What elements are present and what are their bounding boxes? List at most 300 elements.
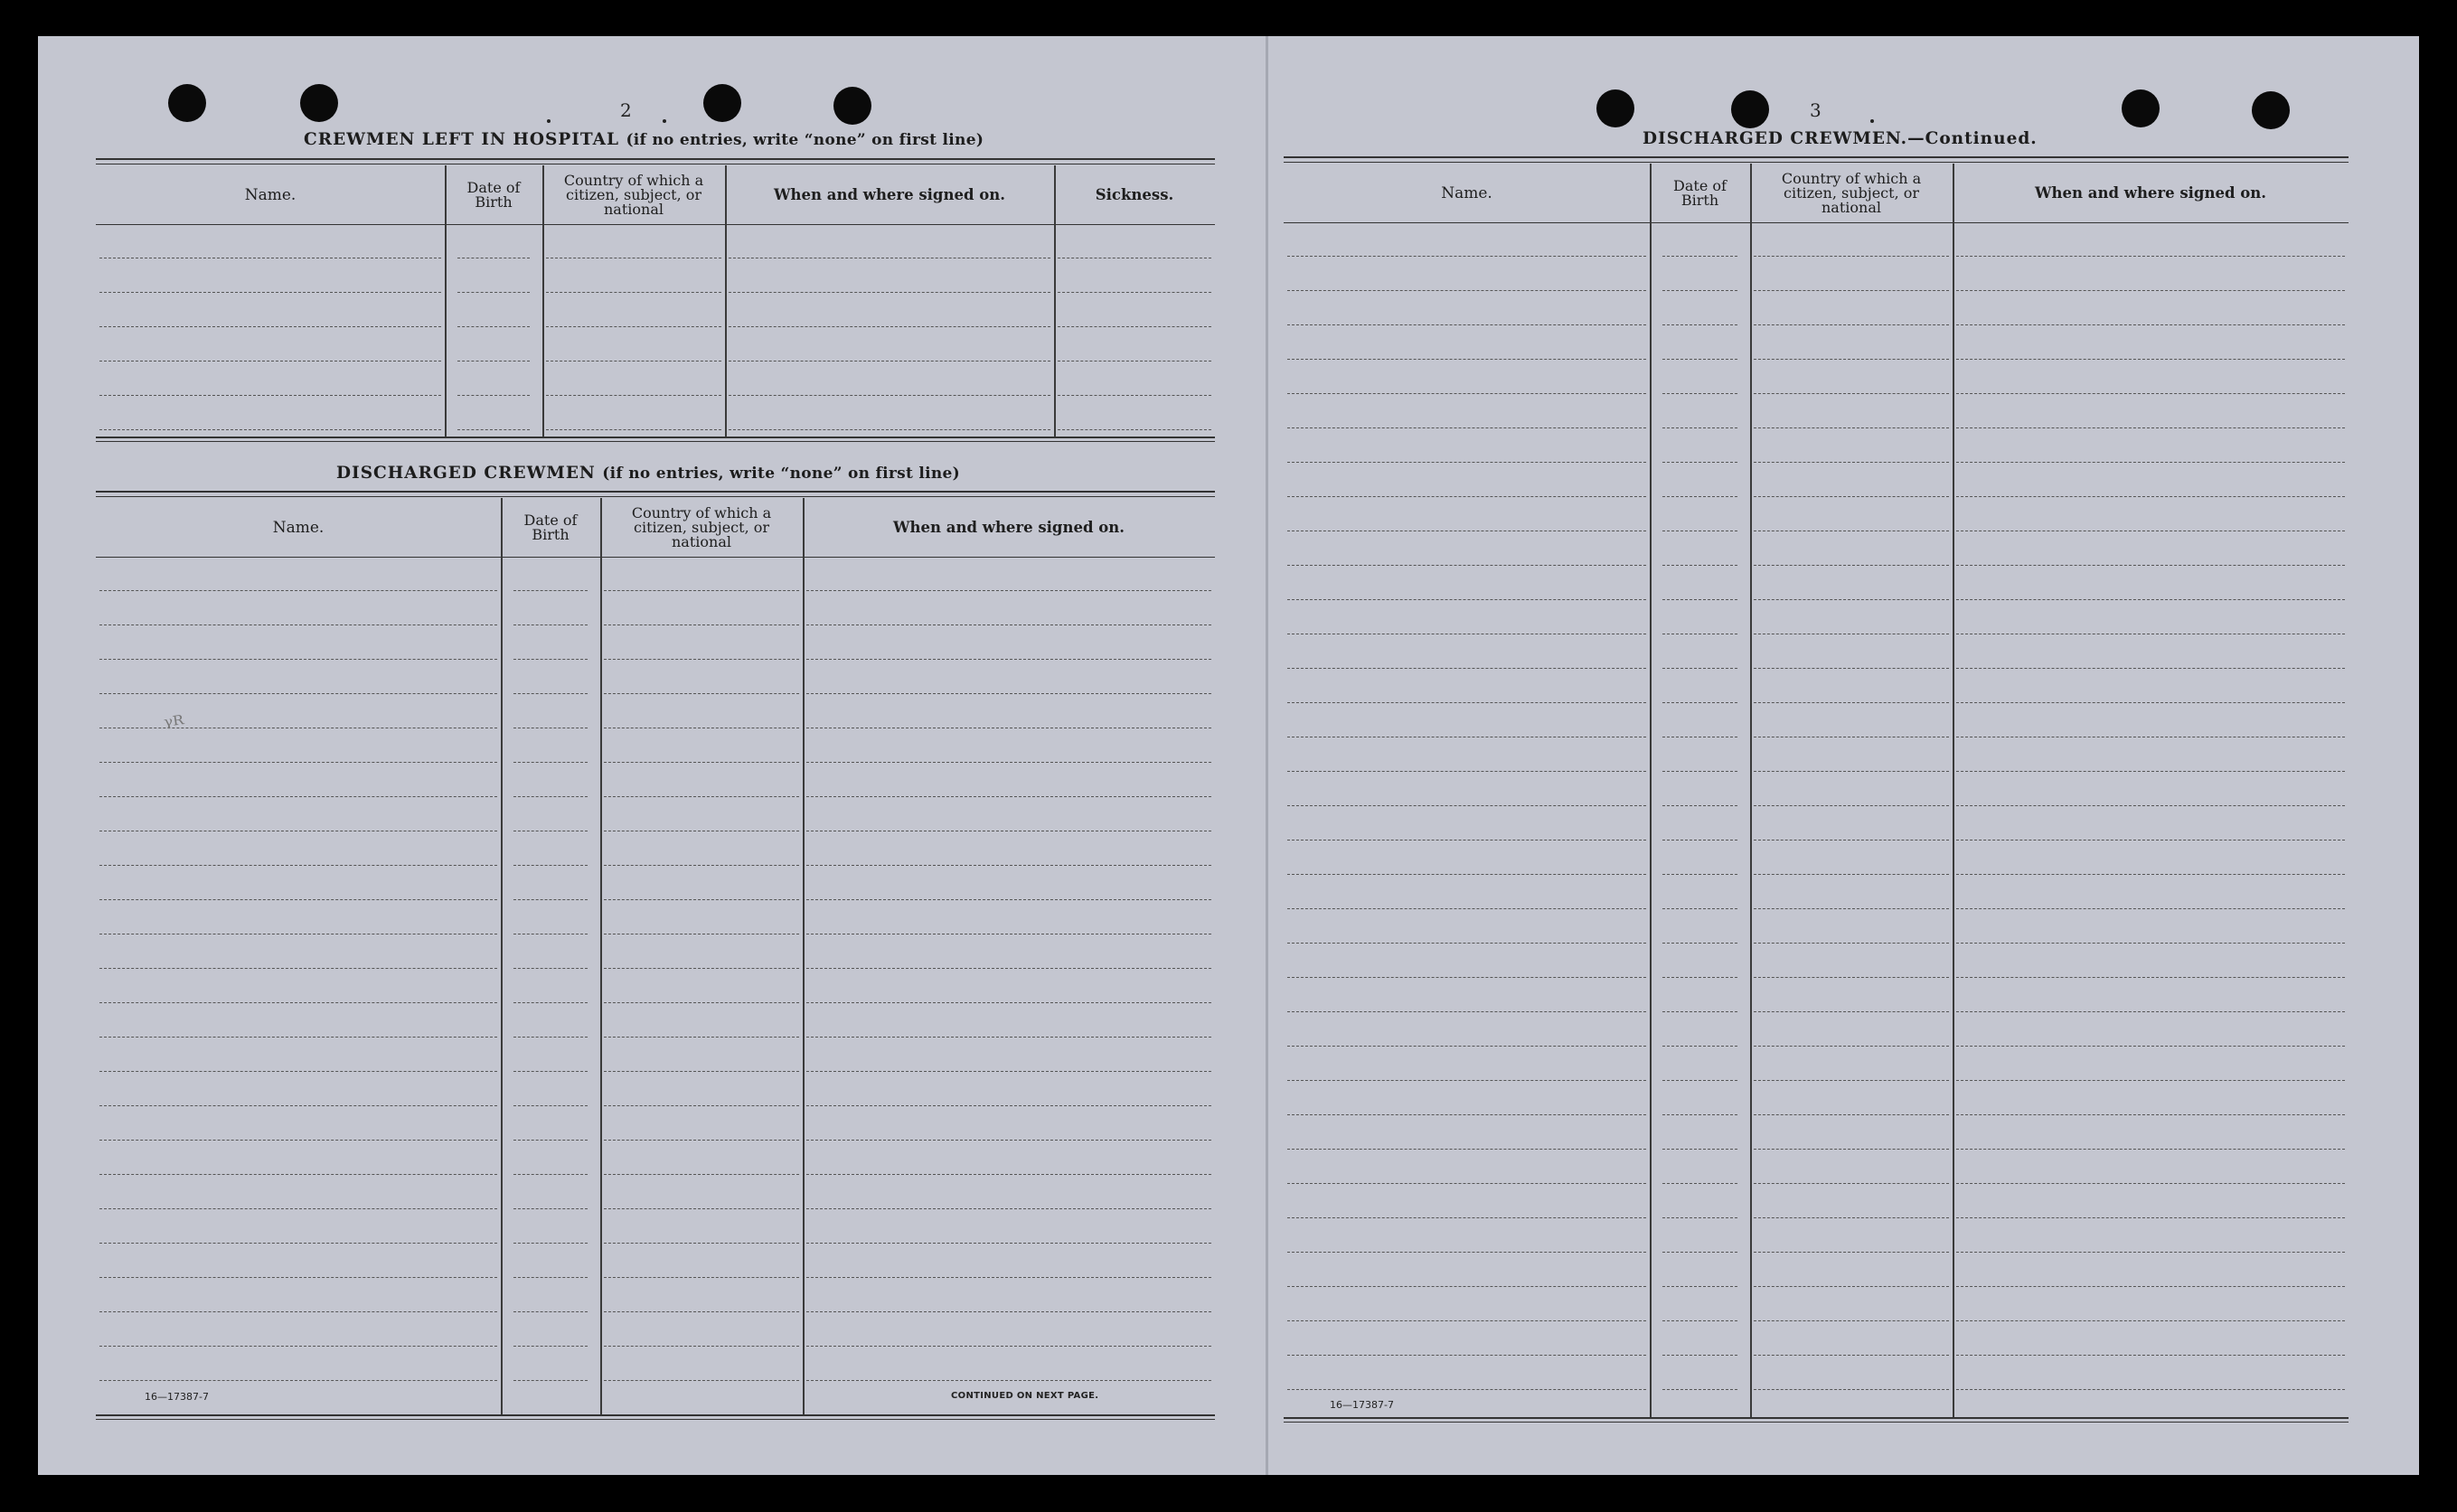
- entry-line[interactable]: [1754, 1080, 1949, 1081]
- entry-line[interactable]: [806, 1311, 1211, 1312]
- entry-line[interactable]: [513, 1002, 588, 1003]
- entry-line[interactable]: [1287, 599, 1646, 600]
- entry-line[interactable]: [1956, 1114, 2345, 1115]
- entry-line[interactable]: [1956, 1389, 2345, 1390]
- entry-line[interactable]: [1662, 1286, 1737, 1287]
- entry-line[interactable]: [604, 899, 799, 900]
- entry-line[interactable]: [99, 1311, 497, 1312]
- entry-line[interactable]: [546, 395, 721, 396]
- table-row[interactable]: [96, 659, 1215, 660]
- entry-line[interactable]: [513, 659, 588, 660]
- pencil-mark: ᵞᴿ: [163, 710, 187, 741]
- entry-line[interactable]: [1058, 429, 1211, 430]
- entry-line[interactable]: [1956, 1320, 2345, 1321]
- entry-line[interactable]: [1662, 427, 1737, 428]
- entry-line[interactable]: [1662, 771, 1737, 772]
- page-number: 2: [620, 99, 632, 121]
- entry-line[interactable]: [1956, 496, 2345, 497]
- entry-line[interactable]: [806, 1380, 1211, 1381]
- form-code: 16—17387-7: [145, 1391, 209, 1403]
- entry-line[interactable]: [1662, 599, 1737, 600]
- entry-line[interactable]: [1287, 393, 1646, 394]
- entry-line[interactable]: [457, 326, 530, 327]
- entry-line[interactable]: [729, 361, 1050, 362]
- table-row[interactable]: [1284, 1286, 2349, 1287]
- entry-line[interactable]: [604, 1380, 799, 1381]
- table-row[interactable]: [96, 1105, 1215, 1106]
- table-row[interactable]: [96, 1243, 1215, 1244]
- entry-line[interactable]: [1754, 1320, 1949, 1321]
- table-row[interactable]: [96, 693, 1215, 694]
- entry-line[interactable]: [729, 292, 1050, 293]
- discharged-section-title: [336, 464, 960, 483]
- entry-line[interactable]: [513, 1346, 588, 1347]
- table-row[interactable]: [1284, 393, 2349, 394]
- entry-line[interactable]: [1287, 1114, 1646, 1115]
- entry-line[interactable]: [1662, 496, 1737, 497]
- entry-line[interactable]: [1662, 1011, 1737, 1012]
- entry-line[interactable]: [513, 865, 588, 866]
- entry-line[interactable]: [457, 395, 530, 396]
- entry-line[interactable]: [1287, 290, 1646, 291]
- entry-line[interactable]: [1287, 771, 1646, 772]
- column-divider: [725, 165, 727, 438]
- entry-line[interactable]: [806, 1277, 1211, 1278]
- entry-line[interactable]: [1662, 1320, 1737, 1321]
- entry-line[interactable]: [1058, 326, 1211, 327]
- entry-line[interactable]: [1956, 908, 2345, 909]
- entry-line[interactable]: [1287, 1320, 1646, 1321]
- table-row[interactable]: [96, 1346, 1215, 1347]
- table-row[interactable]: [1284, 977, 2349, 978]
- entry-line[interactable]: [546, 429, 721, 430]
- table-row[interactable]: [1284, 908, 2349, 909]
- entry-line[interactable]: [1956, 977, 2345, 978]
- entry-line[interactable]: [1956, 290, 2345, 291]
- table-row[interactable]: [96, 796, 1215, 797]
- entry-line[interactable]: [513, 1105, 588, 1106]
- entry-line[interactable]: [604, 796, 799, 797]
- table-row[interactable]: [96, 1140, 1215, 1141]
- entry-line[interactable]: [1662, 668, 1737, 669]
- entry-line[interactable]: [1754, 496, 1949, 497]
- table-header: [96, 498, 1215, 558]
- entry-line[interactable]: [1058, 361, 1211, 362]
- entry-line[interactable]: [1662, 1046, 1737, 1047]
- entry-line[interactable]: [806, 1105, 1211, 1106]
- entry-line[interactable]: [1956, 1252, 2345, 1253]
- entry-line[interactable]: [99, 292, 441, 293]
- entry-line[interactable]: [99, 968, 497, 969]
- entry-line[interactable]: [1287, 565, 1646, 566]
- entry-line[interactable]: [1956, 1286, 2345, 1287]
- entry-line[interactable]: [99, 796, 497, 797]
- entry-line[interactable]: [1754, 1046, 1949, 1047]
- table-row[interactable]: [1284, 256, 2349, 257]
- entry-line[interactable]: [99, 1174, 497, 1175]
- entry-line[interactable]: [1956, 1355, 2345, 1356]
- entry-line[interactable]: [99, 693, 497, 694]
- table-row[interactable]: [1284, 668, 2349, 669]
- table-row[interactable]: [96, 1311, 1215, 1312]
- entry-line[interactable]: [1662, 977, 1737, 978]
- entry-line[interactable]: [1662, 290, 1737, 291]
- entry-line[interactable]: [1287, 462, 1646, 463]
- column-header: When and where signed on.: [774, 185, 1005, 203]
- entry-line[interactable]: [1754, 324, 1949, 325]
- entry-line[interactable]: [1956, 1183, 2345, 1184]
- entry-line[interactable]: [1662, 1149, 1737, 1150]
- entry-line[interactable]: [513, 693, 588, 694]
- entry-line[interactable]: [604, 1105, 799, 1106]
- table-row[interactable]: [96, 1174, 1215, 1175]
- table-row[interactable]: [96, 1208, 1215, 1209]
- entry-line[interactable]: [1662, 1389, 1737, 1390]
- entry-line[interactable]: [1662, 359, 1737, 360]
- entry-line[interactable]: [1287, 496, 1646, 497]
- entry-line[interactable]: [1754, 1286, 1949, 1287]
- entry-line[interactable]: [1754, 393, 1949, 394]
- table-row[interactable]: [96, 1071, 1215, 1072]
- entry-line[interactable]: [1956, 324, 2345, 325]
- entry-line[interactable]: [1956, 565, 2345, 566]
- table-row[interactable]: [96, 326, 1215, 327]
- entry-line[interactable]: [1662, 256, 1737, 257]
- entry-line[interactable]: [1754, 805, 1949, 806]
- entry-line[interactable]: [546, 361, 721, 362]
- table-bottom-rule: [1284, 1417, 2349, 1419]
- entry-line[interactable]: [1662, 840, 1737, 841]
- entry-line[interactable]: [806, 1243, 1211, 1244]
- entry-line[interactable]: [99, 1037, 497, 1038]
- entry-line[interactable]: [1662, 565, 1737, 566]
- entry-line[interactable]: [1662, 1252, 1737, 1253]
- entry-line[interactable]: [604, 693, 799, 694]
- table-row[interactable]: [1284, 427, 2349, 428]
- entry-line[interactable]: [99, 762, 497, 763]
- entry-line[interactable]: [1287, 427, 1646, 428]
- entry-line[interactable]: [1754, 256, 1949, 257]
- entry-line[interactable]: [513, 968, 588, 969]
- entry-line[interactable]: [604, 1346, 799, 1347]
- entry-line[interactable]: [806, 865, 1211, 866]
- continued-table: [1284, 156, 2349, 1424]
- entry-line[interactable]: [1287, 943, 1646, 944]
- entry-line[interactable]: [513, 796, 588, 797]
- entry-line[interactable]: [1754, 565, 1949, 566]
- entry-line[interactable]: [1287, 668, 1646, 669]
- entry-line[interactable]: [513, 1037, 588, 1038]
- entry-line[interactable]: [1058, 292, 1211, 293]
- entry-line[interactable]: [1662, 393, 1737, 394]
- entry-line[interactable]: [729, 326, 1050, 327]
- table-row[interactable]: [1284, 1080, 2349, 1081]
- entry-line[interactable]: [1662, 1114, 1737, 1115]
- entry-line[interactable]: [99, 1277, 497, 1278]
- table-row[interactable]: [1284, 840, 2349, 841]
- entry-line[interactable]: [1754, 462, 1949, 463]
- entry-line[interactable]: [1956, 771, 2345, 772]
- entry-line[interactable]: [1754, 908, 1949, 909]
- table-row[interactable]: [96, 1380, 1215, 1381]
- entry-line[interactable]: [806, 1346, 1211, 1347]
- entry-line[interactable]: [1956, 874, 2345, 875]
- entry-line[interactable]: [1754, 1149, 1949, 1150]
- entry-line[interactable]: [1754, 1114, 1949, 1115]
- entry-line[interactable]: [1956, 1080, 2345, 1081]
- entry-line[interactable]: [1287, 1252, 1646, 1253]
- table-row[interactable]: [1284, 290, 2349, 291]
- entry-line[interactable]: [1287, 874, 1646, 875]
- entry-line[interactable]: [1956, 599, 2345, 600]
- column-header: Name.: [1441, 183, 1492, 202]
- table-row[interactable]: [1284, 1114, 2349, 1115]
- entry-line[interactable]: [1287, 1355, 1646, 1356]
- table-row[interactable]: [1284, 599, 2349, 600]
- entry-line[interactable]: [513, 1311, 588, 1312]
- entry-line[interactable]: [1287, 256, 1646, 257]
- entry-line[interactable]: [806, 659, 1211, 660]
- entry-line[interactable]: [806, 762, 1211, 763]
- entry-line[interactable]: [513, 1208, 588, 1209]
- entry-line[interactable]: [1662, 874, 1737, 875]
- entry-line[interactable]: [1662, 943, 1737, 944]
- entry-line[interactable]: [1754, 1355, 1949, 1356]
- entry-line[interactable]: [99, 865, 497, 866]
- table-row[interactable]: [96, 361, 1215, 362]
- entry-line[interactable]: [806, 1208, 1211, 1209]
- entry-line[interactable]: [604, 1311, 799, 1312]
- table-row[interactable]: [1284, 1389, 2349, 1390]
- entry-line[interactable]: [457, 361, 530, 362]
- entry-line[interactable]: [604, 1243, 799, 1244]
- entry-line[interactable]: [1662, 324, 1737, 325]
- entry-line[interactable]: [1956, 256, 2345, 257]
- entry-line[interactable]: [604, 1208, 799, 1209]
- entry-line[interactable]: [604, 1071, 799, 1072]
- entry-line[interactable]: [1754, 1011, 1949, 1012]
- entry-line[interactable]: [1058, 395, 1211, 396]
- table-row[interactable]: [1284, 1252, 2349, 1253]
- column-divider: [1953, 164, 1954, 1419]
- table-row[interactable]: [1284, 1011, 2349, 1012]
- entry-line[interactable]: [1754, 840, 1949, 841]
- entry-line[interactable]: [604, 1140, 799, 1141]
- table-row[interactable]: [96, 590, 1215, 591]
- entry-line[interactable]: [806, 1071, 1211, 1072]
- table-row[interactable]: [1284, 1183, 2349, 1184]
- entry-line[interactable]: [1662, 908, 1737, 909]
- table-row[interactable]: [1284, 874, 2349, 875]
- entry-line[interactable]: [1287, 840, 1646, 841]
- table-row[interactable]: [1284, 359, 2349, 360]
- entry-line[interactable]: [1754, 943, 1949, 944]
- entry-line[interactable]: [806, 1140, 1211, 1141]
- table-row[interactable]: [1284, 565, 2349, 566]
- entry-line[interactable]: [1287, 1217, 1646, 1218]
- table-row[interactable]: [1284, 1320, 2349, 1321]
- entry-line[interactable]: [513, 1071, 588, 1072]
- table-row[interactable]: [96, 968, 1215, 969]
- table-row[interactable]: [96, 762, 1215, 763]
- entry-line[interactable]: [1754, 1389, 1949, 1390]
- entry-line[interactable]: [1754, 359, 1949, 360]
- entry-line[interactable]: [1956, 462, 2345, 463]
- entry-line[interactable]: [1956, 1149, 2345, 1150]
- entry-line[interactable]: [513, 899, 588, 900]
- entry-line[interactable]: [729, 395, 1050, 396]
- entry-line[interactable]: [99, 1105, 497, 1106]
- entry-line[interactable]: [99, 1243, 497, 1244]
- entry-line[interactable]: [457, 292, 530, 293]
- table-row[interactable]: [96, 429, 1215, 430]
- entry-line[interactable]: [1754, 290, 1949, 291]
- entry-line[interactable]: [1662, 462, 1737, 463]
- entry-line[interactable]: [1287, 1046, 1646, 1047]
- entry-line[interactable]: [806, 1037, 1211, 1038]
- entry-line[interactable]: [1754, 977, 1949, 978]
- table-row[interactable]: [96, 1037, 1215, 1038]
- entry-line[interactable]: [604, 865, 799, 866]
- entry-line[interactable]: [604, 1002, 799, 1003]
- entry-line[interactable]: [1754, 702, 1949, 703]
- table-row[interactable]: [1284, 462, 2349, 463]
- table-row[interactable]: [1284, 943, 2349, 944]
- entry-line[interactable]: [513, 590, 588, 591]
- entry-line[interactable]: [1287, 977, 1646, 978]
- entry-line[interactable]: [1287, 359, 1646, 360]
- entry-line[interactable]: [1287, 324, 1646, 325]
- entry-line[interactable]: [99, 395, 441, 396]
- entry-line[interactable]: [1754, 427, 1949, 428]
- table-row[interactable]: [1284, 771, 2349, 772]
- entry-line[interactable]: [1754, 1217, 1949, 1218]
- entry-line[interactable]: [1287, 1389, 1646, 1390]
- entry-line[interactable]: [99, 361, 441, 362]
- entry-line[interactable]: [604, 762, 799, 763]
- entry-line[interactable]: [1662, 805, 1737, 806]
- entry-line[interactable]: [1287, 1149, 1646, 1150]
- table-row[interactable]: [96, 899, 1215, 900]
- entry-line[interactable]: [1754, 874, 1949, 875]
- entry-line[interactable]: [1287, 908, 1646, 909]
- entry-line[interactable]: [513, 762, 588, 763]
- entry-line[interactable]: [99, 326, 441, 327]
- entry-line[interactable]: [1754, 1183, 1949, 1184]
- entry-line[interactable]: [546, 326, 721, 327]
- entry-line[interactable]: [604, 590, 799, 591]
- entry-line[interactable]: [806, 590, 1211, 591]
- table-row[interactable]: [96, 1002, 1215, 1003]
- entry-line[interactable]: [99, 1002, 497, 1003]
- form-code: 16—17387-7: [1330, 1399, 1394, 1411]
- entry-line[interactable]: [513, 1277, 588, 1278]
- entry-line[interactable]: [1662, 1183, 1737, 1184]
- table-row[interactable]: [96, 865, 1215, 866]
- column-divider: [803, 498, 805, 1416]
- entry-line[interactable]: [806, 899, 1211, 900]
- entry-line[interactable]: [99, 429, 441, 430]
- entry-line[interactable]: [99, 1208, 497, 1209]
- entry-line[interactable]: [1754, 771, 1949, 772]
- entry-line[interactable]: [546, 292, 721, 293]
- entry-line[interactable]: [1956, 702, 2345, 703]
- entry-line[interactable]: [806, 1002, 1211, 1003]
- right-page: [1268, 36, 2419, 1475]
- entry-line[interactable]: [1662, 1355, 1737, 1356]
- table-row[interactable]: [96, 292, 1215, 293]
- entry-line[interactable]: [1287, 702, 1646, 703]
- entry-line[interactable]: [1287, 1286, 1646, 1287]
- entry-line[interactable]: [604, 1277, 799, 1278]
- entry-line[interactable]: [1956, 805, 2345, 806]
- entry-line[interactable]: [1287, 1011, 1646, 1012]
- entry-line[interactable]: [99, 1140, 497, 1141]
- entry-line[interactable]: [99, 899, 497, 900]
- entry-line[interactable]: [1956, 359, 2345, 360]
- table-row[interactable]: [1284, 702, 2349, 703]
- entry-line[interactable]: [1287, 1080, 1646, 1081]
- entry-line[interactable]: [604, 659, 799, 660]
- entry-line[interactable]: [457, 429, 530, 430]
- entry-line[interactable]: [99, 1071, 497, 1072]
- entry-line[interactable]: [513, 1174, 588, 1175]
- entry-line[interactable]: [1754, 668, 1949, 669]
- table-row[interactable]: [1284, 1149, 2349, 1150]
- table-row[interactable]: [1284, 496, 2349, 497]
- entry-line[interactable]: [1956, 1217, 2345, 1218]
- entry-line[interactable]: [513, 1140, 588, 1141]
- entry-line[interactable]: [1956, 840, 2345, 841]
- entry-line[interactable]: [1754, 599, 1949, 600]
- entry-line[interactable]: [604, 1174, 799, 1175]
- entry-line[interactable]: [1956, 1046, 2345, 1047]
- entry-line[interactable]: [604, 1037, 799, 1038]
- entry-line[interactable]: [1662, 1217, 1737, 1218]
- entry-line[interactable]: [99, 590, 497, 591]
- entry-line[interactable]: [1662, 1080, 1737, 1081]
- table-row[interactable]: [1284, 324, 2349, 325]
- table-row[interactable]: [1284, 1217, 2349, 1218]
- entry-line[interactable]: [1956, 393, 2345, 394]
- entry-line[interactable]: [729, 429, 1050, 430]
- entry-line[interactable]: [604, 968, 799, 969]
- entry-line[interactable]: [1956, 668, 2345, 669]
- entry-line[interactable]: [1956, 943, 2345, 944]
- entry-line[interactable]: [99, 659, 497, 660]
- entry-line[interactable]: [99, 1346, 497, 1347]
- table-row[interactable]: [1284, 805, 2349, 806]
- table-row[interactable]: [96, 1277, 1215, 1278]
- entry-line[interactable]: [806, 796, 1211, 797]
- entry-line[interactable]: [1662, 702, 1737, 703]
- table-row[interactable]: [1284, 1355, 2349, 1356]
- entry-line[interactable]: [99, 1380, 497, 1381]
- table-row[interactable]: [96, 395, 1215, 396]
- entry-line[interactable]: [1287, 805, 1646, 806]
- entry-line[interactable]: [806, 693, 1211, 694]
- entry-line[interactable]: [806, 1174, 1211, 1175]
- entry-line[interactable]: [1956, 1011, 2345, 1012]
- left-page: [38, 36, 1266, 1475]
- entry-line[interactable]: [513, 1380, 588, 1381]
- entry-line[interactable]: [1956, 427, 2345, 428]
- entry-line[interactable]: [1754, 1252, 1949, 1253]
- entry-line[interactable]: [513, 1243, 588, 1244]
- entry-line[interactable]: [806, 968, 1211, 969]
- entry-line[interactable]: [1287, 1183, 1646, 1184]
- table-row[interactable]: [1284, 1046, 2349, 1047]
